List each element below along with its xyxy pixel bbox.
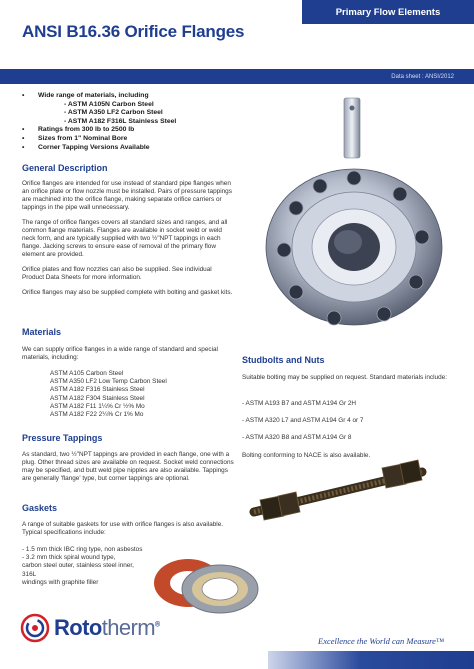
list-item: - ASTM A320 B8 and ASTM A194 Gr 8 — [242, 434, 352, 441]
gaskets-list — [22, 546, 142, 587]
materials-list — [50, 370, 167, 419]
header-bar — [0, 69, 474, 84]
paragraph: Orifice flanges may also be supplied complete with bolting and gasket kits. — [22, 289, 233, 296]
rototherm-logo — [20, 613, 160, 643]
list-item: ASTM A182 F11 1¼% Cr ½% Mo — [50, 402, 145, 410]
nace-note: Bolting conforming to NACE is also available. — [242, 452, 371, 459]
gaskets-photo — [150, 553, 262, 615]
list-item: • Sizes from 1" Nominal Bore — [22, 134, 128, 142]
paragraph: The range of orifice flanges covers all standard sizes and ranges, and all common flange materials. Flanges are available in socket weld or weld neck form, and are typically supplied with two ½"NPT tappings in each flange. Jacking screws to ensure ease of removal of the primary flow element are provided. — [22, 219, 228, 258]
orifice-flange-photo — [248, 92, 460, 340]
datasheet-ref: Data sheet : ANSI/2012 — [391, 73, 454, 80]
list-item: carbon steel outer, stainless steel inner, — [22, 562, 134, 570]
list-item: windings with graphite filler — [22, 578, 99, 586]
list-item: - ASTM A350 LF2 Carbon Steel — [64, 109, 163, 117]
studbolts-intro: Suitable bolting may be supplied on request. Standard materials include: — [242, 374, 447, 381]
list-item: ASTM A182 F316 Stainless Steel — [50, 386, 145, 394]
tagline: Excellence the World can Measure™ — [318, 636, 445, 646]
page-title: ANSI B16.36 Orifice Flanges — [22, 22, 245, 41]
category-tab: Primary Flow Elements — [302, 0, 474, 24]
bullet-dot-icon: • — [22, 126, 25, 134]
rototherm-swirl-icon — [20, 613, 50, 643]
feature-list — [22, 92, 176, 152]
list-item: • Wide range of materials, including — [22, 92, 149, 99]
paragraph: Orifice flanges are intended for use instead of standard pipe flanges when an orifice plate or flow nozzle must be installed. Pairs of pressure tappings are machined into the orifice flange, making separate orifice carriers or tappings in the pipe wall unnecessary. — [22, 180, 232, 211]
bullet-dot-icon: • — [22, 92, 25, 99]
pressure-text: As standard, two ½"NPT tappings are provided in each flange, one with a plug. Other thread sizes are available on request. Socket weld connections may be specified, and butt weld pipe nipples are also available. Tappings are generally 'flange' type, but corner tappings are optional. — [22, 451, 234, 482]
list-item: - ASTM A105N Carbon Steel — [64, 100, 154, 108]
list-item: ASTM A105 Carbon Steel — [50, 370, 124, 377]
materials-heading: Materials — [22, 327, 62, 337]
gaskets-intro: A range of suitable gaskets for use with orifice flanges is also available. Typical specifications include: — [22, 521, 224, 536]
list-item: - ASTM A320 L7 and ASTM A194 Gr 4 or 7 — [242, 417, 364, 424]
list-item: - ASTM A193 B7 and ASTM A194 Gr 2H — [242, 400, 357, 407]
list-item: ASTM A350 LF2 Low Temp Carbon Steel — [50, 378, 167, 386]
materials-intro: We can supply orifice flanges in a wide range of standard and special materials, including: — [22, 346, 218, 361]
list-item: ASTM A182 F304 Stainless Steel — [50, 394, 145, 402]
general-description — [22, 180, 234, 304]
list-item: ASTM A182 F22 2¼% Cr 1% Mo — [50, 411, 144, 419]
pressure-heading: Pressure Tappings — [22, 433, 103, 443]
studbolts-list — [242, 400, 364, 442]
list-item: - 3.2 mm thick spiral wound type, — [22, 554, 116, 562]
list-item: 316L — [22, 570, 37, 578]
bullet-dot-icon: • — [22, 143, 25, 151]
list-item: - ASTM A182 F316L Stainless Steel — [64, 117, 177, 125]
footer-bar — [268, 651, 474, 669]
list-item: • Ratings from 300 lb to 2500 lb — [22, 126, 135, 134]
list-item: - 1.5 mm thick IBC ring type, non asbestos — [22, 546, 143, 553]
studbolt-photo — [242, 458, 432, 526]
logo-wordmark: Rototherm® — [54, 615, 160, 640]
bullet-dot-icon: • — [22, 134, 25, 142]
list-item: • Corner Tapping Versions Available — [22, 143, 150, 151]
gaskets-heading: Gaskets — [22, 503, 58, 513]
studbolts-heading: Studbolts and Nuts — [242, 355, 325, 365]
general-heading: General Description — [22, 163, 108, 173]
paragraph: Orifice plates and flow nozzles can also be supplied. See individual Product Data Sheets for more information. — [22, 266, 212, 281]
